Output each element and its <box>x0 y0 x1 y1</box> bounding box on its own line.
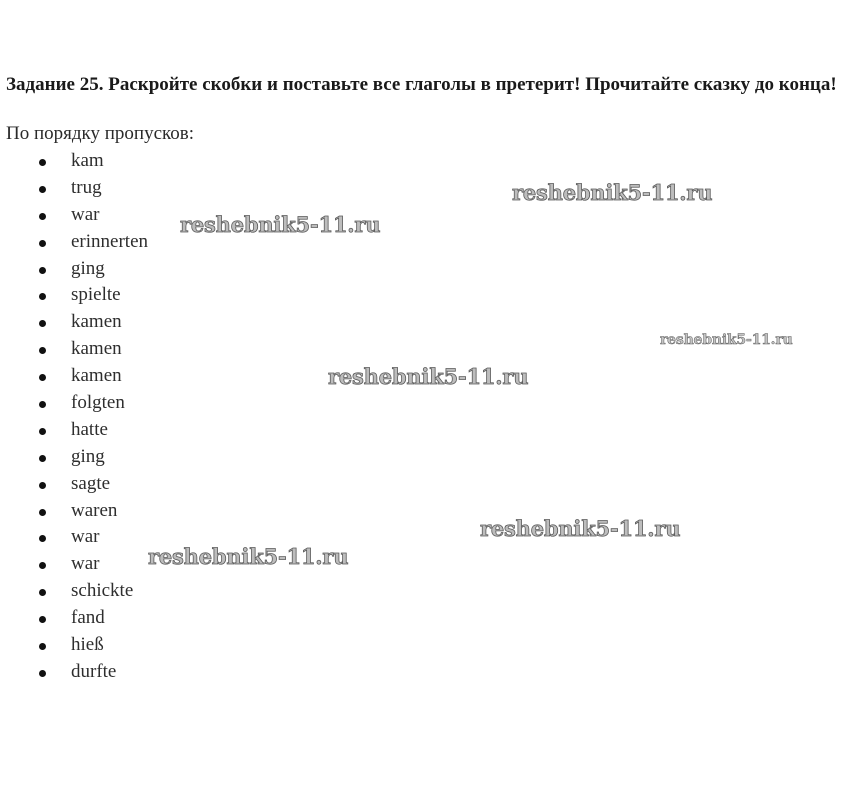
bullet-icon <box>39 589 46 596</box>
watermark-text: reshebnik5-11.ru <box>180 212 381 237</box>
bullet-icon <box>39 213 46 220</box>
bullet-icon <box>39 320 46 327</box>
bullet-icon <box>39 347 46 354</box>
answer-word: schickte <box>71 580 134 602</box>
bullet-icon <box>39 267 46 274</box>
answer-word: kamen <box>71 311 122 333</box>
answer-word: hatte <box>71 418 108 440</box>
answer-word: erinnerten <box>71 230 149 252</box>
answer-word: hieß <box>71 634 104 656</box>
answer-word: kam <box>71 150 104 171</box>
task-heading: Задание 25. Раскройте скобки и поставьте все глаголы в претерит! Прочитайте сказку до конца! <box>6 74 837 95</box>
bullet-icon <box>39 374 46 381</box>
watermark-text: reshebnik5-11.ru <box>512 180 713 205</box>
bullet-icon <box>39 428 46 435</box>
answer-word: kamen <box>71 365 122 387</box>
answer-word: folgten <box>71 392 125 414</box>
bullet-icon <box>39 509 46 516</box>
bullet-icon <box>39 643 46 650</box>
answer-word: spielte <box>71 284 121 306</box>
bullet-icon <box>39 482 46 489</box>
watermark-text: reshebnik5-11.ru <box>148 544 349 569</box>
watermark-text: reshebnik5-11.ru <box>660 332 793 348</box>
answer-word: kamen <box>71 338 122 360</box>
answer-word: durfte <box>71 660 117 682</box>
bullet-icon <box>39 159 46 166</box>
answer-word: trug <box>71 176 102 198</box>
answer-word: ging <box>71 257 105 279</box>
bullet-icon <box>39 562 46 569</box>
bullet-icon <box>39 670 46 677</box>
bullet-icon <box>39 455 46 462</box>
answer-word: ging <box>71 445 105 467</box>
intro-text: По порядку пропусков: <box>6 123 195 144</box>
bullet-icon <box>39 293 46 300</box>
answer-word: fand <box>71 607 105 629</box>
answer-word: war <box>71 526 100 548</box>
bullet-icon <box>39 186 46 193</box>
answer-word: waren <box>71 499 118 521</box>
watermark-text: reshebnik5-11.ru <box>480 516 681 541</box>
watermark-text: reshebnik5-11.ru <box>328 364 529 389</box>
answer-word: war <box>71 203 100 225</box>
bullet-icon <box>39 401 46 408</box>
bullet-icon <box>39 240 46 247</box>
answer-word: war <box>71 553 100 575</box>
bullet-icon <box>39 535 46 542</box>
bullet-icon <box>39 616 46 623</box>
answer-word: sagte <box>71 472 111 494</box>
